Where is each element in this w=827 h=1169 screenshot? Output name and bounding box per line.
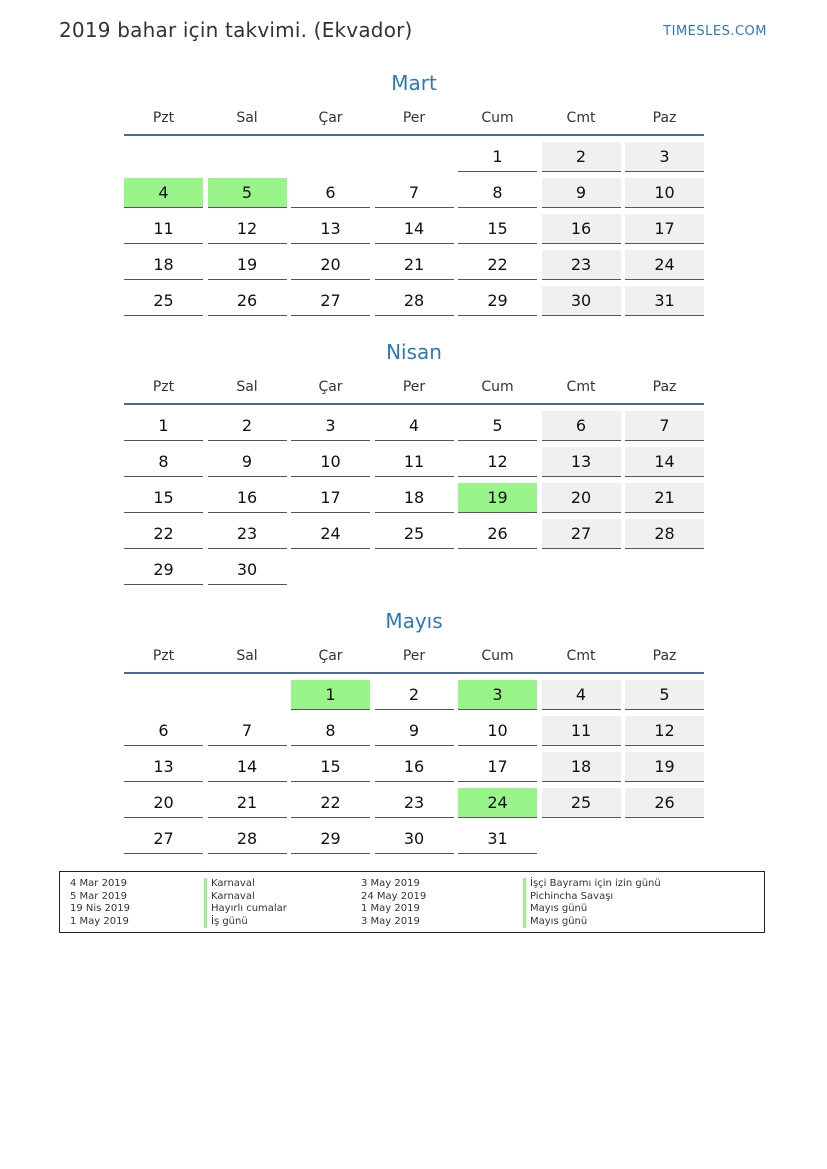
legend-date: 3 May 2019	[361, 915, 420, 927]
weekday-label: Sal	[236, 379, 258, 395]
weekday-label: Cmt	[566, 648, 596, 664]
day-cell: 11	[375, 447, 454, 477]
day-cell: 13	[124, 752, 203, 782]
weekday-label: Per	[402, 110, 426, 126]
day-cell: 25	[542, 788, 621, 818]
day-cell: 5	[625, 680, 704, 710]
day-cell: 23	[375, 788, 454, 818]
day-cell: 21	[375, 250, 454, 280]
empty-cell	[375, 142, 454, 171]
day-cell: 24	[625, 250, 704, 280]
day-cell: 19	[208, 250, 287, 280]
legend-dates-left	[70, 878, 130, 928]
day-cell: 16	[375, 752, 454, 782]
day-cell: 17	[625, 214, 704, 244]
month-march	[124, 68, 704, 316]
day-cell: 15	[291, 752, 370, 782]
day-cell: 14	[208, 752, 287, 782]
day-cell: 18	[375, 483, 454, 513]
month-title: Mayıs	[385, 609, 443, 633]
day-cell: 16	[208, 483, 287, 513]
day-cell: 11	[124, 214, 203, 244]
day-cell: 8	[458, 178, 537, 208]
legend-holiday-name: Pichincha Savaşı	[523, 891, 661, 904]
day-cell: 28	[375, 286, 454, 316]
legend-holiday-name: İşçi Bayramı için izin günü	[523, 878, 661, 891]
day-cell: 17	[291, 483, 370, 513]
day-cell: 4	[375, 411, 454, 441]
day-cell: 14	[375, 214, 454, 244]
day-cell: 20	[542, 483, 621, 513]
day-cell: 8	[291, 716, 370, 746]
weekday-label: Pzt	[152, 379, 175, 395]
day-cell: 18	[542, 752, 621, 782]
day-cell: 24	[291, 519, 370, 549]
weekday-label: Sal	[236, 110, 258, 126]
day-cell: 17	[458, 752, 537, 782]
day-cell: 29	[124, 555, 203, 585]
day-cell: 12	[208, 214, 287, 244]
weekday-header	[124, 371, 704, 405]
day-cell: 20	[291, 250, 370, 280]
day-cell: 30	[375, 824, 454, 854]
day-cell: 3	[291, 411, 370, 441]
day-cell: 15	[458, 214, 537, 244]
day-cell: 13	[291, 214, 370, 244]
day-cell: 10	[625, 178, 704, 208]
day-cell: 12	[458, 447, 537, 477]
weekday-label: Paz	[652, 110, 677, 126]
weekday-label: Paz	[652, 379, 677, 395]
day-cell: 22	[291, 788, 370, 818]
brand-link[interactable]: TIMESLES.COM	[663, 24, 767, 39]
day-cell: 2	[542, 142, 621, 172]
day-cell: 9	[375, 716, 454, 746]
day-cell: 22	[458, 250, 537, 280]
weekday-label: Per	[402, 648, 426, 664]
day-cell: 21	[208, 788, 287, 818]
legend-date: 3 May 2019	[361, 878, 420, 889]
holiday-day-cell: 4	[124, 178, 203, 208]
day-cell: 27	[542, 519, 621, 549]
day-cell: 7	[625, 411, 704, 441]
day-cell: 19	[625, 752, 704, 782]
day-cell: 4	[542, 680, 621, 710]
weekday-label: Cum	[481, 110, 514, 126]
day-grid	[124, 680, 704, 854]
day-cell: 31	[458, 824, 537, 854]
day-cell: 5	[458, 411, 537, 441]
weekday-label: Per	[402, 379, 426, 395]
holiday-legend	[59, 871, 765, 933]
weekday-label: Cum	[481, 379, 514, 395]
day-cell: 30	[208, 555, 287, 585]
legend-names-left	[204, 878, 287, 928]
day-cell: 28	[625, 519, 704, 549]
holiday-day-cell: 19	[458, 483, 537, 513]
day-cell: 6	[291, 178, 370, 208]
weekday-label: Çar	[318, 379, 343, 395]
weekday-label: Paz	[652, 648, 677, 664]
day-cell: 14	[625, 447, 704, 477]
month-title: Nisan	[386, 340, 442, 364]
empty-cell	[291, 142, 370, 171]
day-cell: 10	[458, 716, 537, 746]
legend-date: 1 May 2019	[70, 915, 129, 927]
legend-names-right	[523, 878, 661, 928]
empty-cell	[208, 142, 287, 171]
day-cell: 6	[542, 411, 621, 441]
weekday-label: Pzt	[152, 648, 175, 664]
day-cell: 2	[208, 411, 287, 441]
legend-dates-right	[361, 878, 426, 928]
day-cell: 9	[208, 447, 287, 477]
day-cell: 29	[458, 286, 537, 316]
day-cell: 1	[124, 411, 203, 441]
month-may	[124, 606, 704, 854]
day-cell: 30	[542, 286, 621, 316]
legend-date: 24 May 2019	[361, 890, 427, 902]
weekday-label: Sal	[236, 648, 258, 664]
legend-holiday-name: Mayıs günü	[523, 916, 661, 929]
weekday-label: Cum	[481, 648, 514, 664]
legend-date: 4 Mar 2019	[70, 878, 128, 889]
legend-holiday-name: Mayıs günü	[523, 903, 661, 916]
holiday-day-cell: 24	[458, 788, 537, 818]
day-cell: 21	[625, 483, 704, 513]
day-cell: 7	[208, 716, 287, 746]
weekday-label: Cmt	[566, 379, 596, 395]
day-cell: 11	[542, 716, 621, 746]
legend-holiday-name: Karnaval	[204, 891, 287, 904]
page-title: 2019 bahar için takvimi. (Ekvador)	[59, 18, 413, 42]
day-cell: 12	[625, 716, 704, 746]
day-cell: 26	[208, 286, 287, 316]
day-cell: 6	[124, 716, 203, 746]
day-cell: 20	[124, 788, 203, 818]
day-cell: 26	[625, 788, 704, 818]
day-grid	[124, 411, 704, 585]
day-cell: 25	[124, 286, 203, 316]
weekday-label: Çar	[318, 648, 343, 664]
legend-date: 19 Nis 2019	[70, 903, 130, 914]
day-cell: 7	[375, 178, 454, 208]
weekday-label: Çar	[318, 110, 343, 126]
day-cell: 8	[124, 447, 203, 477]
day-cell: 26	[458, 519, 537, 549]
weekday-header	[124, 640, 704, 674]
day-cell: 13	[542, 447, 621, 477]
day-cell: 16	[542, 214, 621, 244]
day-cell: 18	[124, 250, 203, 280]
day-cell: 2	[375, 680, 454, 710]
day-cell: 28	[208, 824, 287, 854]
holiday-day-cell: 3	[458, 680, 537, 710]
day-cell: 3	[625, 142, 704, 172]
day-cell: 31	[625, 286, 704, 316]
legend-holiday-name: İş günü	[204, 916, 287, 929]
legend-holiday-name: Karnaval	[204, 878, 287, 891]
day-cell: 27	[291, 286, 370, 316]
day-cell: 25	[375, 519, 454, 549]
day-cell: 10	[291, 447, 370, 477]
legend-date: 5 Mar 2019	[70, 890, 128, 902]
holiday-day-cell: 5	[208, 178, 287, 208]
day-cell: 27	[124, 824, 203, 854]
empty-cell	[124, 142, 203, 171]
day-cell: 15	[124, 483, 203, 513]
day-grid	[124, 142, 704, 316]
weekday-header	[124, 102, 704, 136]
holiday-day-cell: 1	[291, 680, 370, 710]
legend-holiday-name: Hayırlı cumalar	[204, 903, 287, 916]
weekday-label: Cmt	[566, 110, 596, 126]
day-cell: 23	[542, 250, 621, 280]
month-title: Mart	[391, 71, 437, 95]
empty-cell	[124, 680, 203, 709]
legend-date: 1 May 2019	[361, 903, 420, 914]
weekday-label: Pzt	[152, 110, 175, 126]
day-cell: 1	[458, 142, 537, 172]
empty-cell	[208, 680, 287, 709]
day-cell: 22	[124, 519, 203, 549]
day-cell: 29	[291, 824, 370, 854]
month-april	[124, 337, 704, 585]
day-cell: 9	[542, 178, 621, 208]
day-cell: 23	[208, 519, 287, 549]
